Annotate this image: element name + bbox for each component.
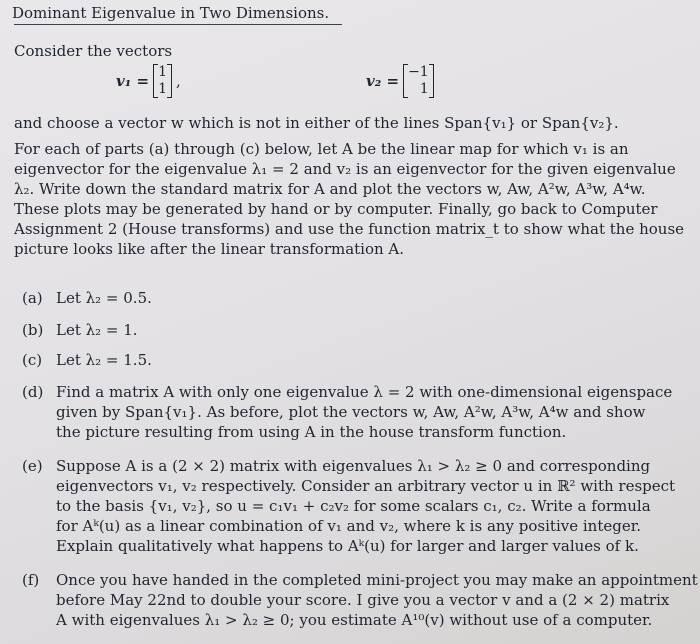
- title-underline: [14, 24, 342, 25]
- part-f: [22, 570, 698, 590]
- v2-label: v₂ =: [366, 72, 400, 90]
- part-d: [22, 382, 672, 402]
- part-a: [22, 288, 152, 308]
- body-line: λ₂. Write down the standard matrix for A and plot the vectors w, Aw, A²w, A³w, A⁴w.: [14, 180, 646, 198]
- v2-top: −1: [408, 64, 429, 80]
- v2-bottom: 1: [419, 81, 429, 97]
- part-d-line: given by Span{v₁}. As before, plot the vectors w, Aw, A²w, A³w, A⁴w and show: [56, 403, 646, 421]
- part-e: [22, 456, 650, 476]
- body-line: and choose a vector w which is not in either of the lines Span{v₁} or Span{v₂}.: [14, 114, 619, 132]
- body-line: For each of parts (a) through (c) below, let A be the linear map for which v₁ is an: [14, 140, 629, 158]
- part-text: Let λ₂ = 1.5.: [56, 351, 152, 369]
- part-e-line: eigenvectors v₁, v₂ respectively. Consider an arbitrary vector u in ℝ² with respect: [56, 477, 676, 495]
- v2-matrix: [403, 64, 434, 98]
- intro-text: Consider the vectors: [14, 42, 173, 60]
- part-e-line: Explain qualitatively what happens to Aᵏ(u) for larger and larger values of k.: [56, 537, 639, 555]
- part-e-line: for Aᵏ(u) as a linear combination of v₁ and v₂, where k is any positive integer.: [56, 517, 641, 535]
- part-text: Let λ₂ = 1.: [56, 321, 138, 339]
- vector-separator: ,: [176, 72, 181, 90]
- v1-matrix: [153, 64, 172, 98]
- part-f-line: A with eigenvalues λ₁ > λ₂ ≥ 0; you estimate A¹⁰(v) without use of a computer.: [56, 611, 653, 629]
- part-b: [22, 320, 138, 340]
- v1-bottom: 1: [158, 81, 167, 97]
- part-d-line: the picture resulting from using A in the house transform function.: [56, 423, 567, 441]
- page-title: Dominant Eigenvalue in Two Dimensions.: [12, 4, 330, 22]
- part-text: Find a matrix A with only one eigenvalue λ = 2 with one-dimensional eigenspace: [56, 383, 673, 401]
- part-text: Suppose A is a (2 × 2) matrix with eigenvalues λ₁ > λ₂ ≥ 0 and corresponding: [56, 457, 651, 475]
- vector-v2: [366, 64, 438, 98]
- part-label: (b): [22, 321, 44, 339]
- part-e-line: to the basis {v₁, v₂}, so u = c₁v₁ + c₂v₂ for some scalars c₁, c₂. Write a formula: [56, 497, 651, 515]
- part-label: (c): [22, 351, 43, 369]
- part-label: (d): [22, 383, 44, 401]
- v1-label: v₁ =: [116, 72, 150, 90]
- body-line: These plots may be generated by hand or by computer. Finally, go back to Computer: [14, 200, 658, 218]
- part-f-line: before May 22nd to double your score. I give you a vector v and a (2 × 2) matrix: [56, 591, 670, 609]
- vector-v1: [116, 64, 181, 98]
- v1-top: 1: [158, 64, 167, 80]
- part-label: (e): [22, 457, 43, 475]
- part-text: Let λ₂ = 0.5.: [56, 289, 152, 307]
- body-line: eigenvector for the eigenvalue λ₁ = 2 and v₂ is an eigenvector for the given eigenvalue: [14, 160, 676, 178]
- part-label: (f): [22, 571, 40, 589]
- part-c: [22, 350, 152, 370]
- body-line: picture looks like after the linear transformation A.: [14, 240, 405, 258]
- body-line: Assignment 2 (House transforms) and use the function matrix_t to show what the house: [14, 220, 685, 238]
- part-text: Once you have handed in the completed mini-project you may make an appointment: [56, 571, 698, 589]
- part-label: (a): [22, 289, 43, 307]
